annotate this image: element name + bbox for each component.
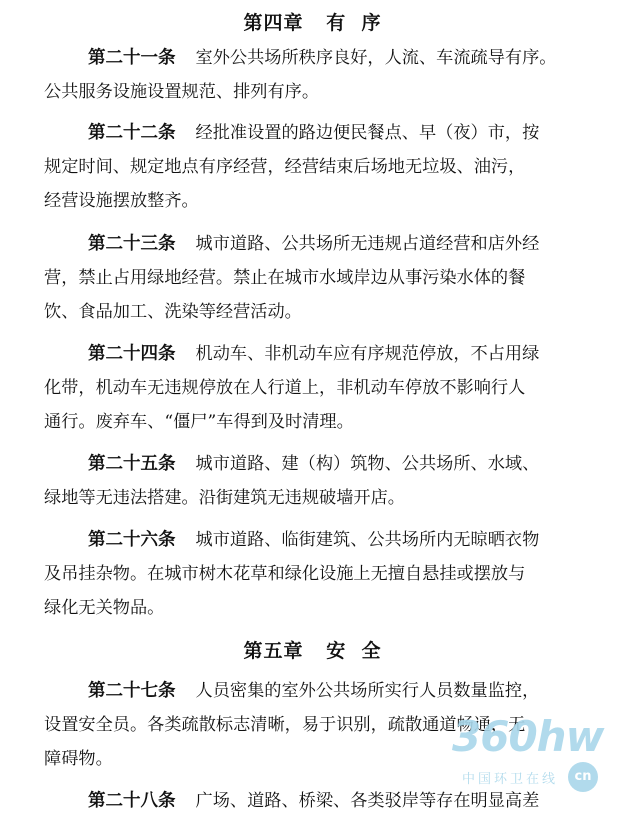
article-line: 规定时间、规定地点有序经营，经营结束后场地无垃圾、油污， bbox=[44, 157, 526, 177]
chapter-title: 第四章 有 序 bbox=[243, 12, 382, 34]
article-line: 化带，机动车无违规停放在人行道上，非机动车停放不影响行人 bbox=[44, 378, 526, 398]
article-text: 城市道路、公共场所无违规占道经营和店外经 bbox=[195, 234, 540, 254]
article-number: 第二十一条 bbox=[88, 48, 176, 68]
article-line bbox=[88, 676, 617, 706]
article-text: 人员密集的室外公共场所实行人员数量监控， bbox=[195, 681, 540, 701]
article-line: 绿化无关物品。 bbox=[44, 598, 165, 618]
article-line bbox=[88, 229, 617, 259]
article-text: 室外公共场所秩序良好，人流、车流疏导有序。 bbox=[195, 48, 557, 68]
article-text: 城市道路、建（构）筑物、公共场所、水域、 bbox=[195, 454, 540, 474]
article-number: 第二十五条 bbox=[88, 454, 176, 474]
article-line: 经营设施摆放整齐。 bbox=[44, 191, 199, 211]
article-line: 设置安全员。各类疏散标志清晰，易于识别，疏散通道畅通，无 bbox=[44, 715, 526, 735]
article-text: 广场、道路、桥梁、各类驳岸等存在明显高差 bbox=[195, 791, 540, 811]
article-number: 第二十二条 bbox=[88, 123, 176, 143]
watermark-brand: 360hw bbox=[452, 712, 604, 761]
article-line bbox=[88, 449, 617, 479]
article-line: 障碍物。 bbox=[44, 749, 113, 769]
article-text: 城市道路、临街建筑、公共场所内无晾晒衣物 bbox=[195, 530, 540, 550]
article-number: 第二十六条 bbox=[88, 530, 176, 550]
article-line bbox=[88, 118, 617, 148]
article-line: 公共服务设施设置规范、排列有序。 bbox=[44, 82, 320, 102]
article-number: 第二十四条 bbox=[88, 344, 176, 364]
article-line bbox=[88, 43, 617, 73]
article-line: 绿地等无违法搭建。沿街建筑无违规破墙开店。 bbox=[44, 488, 405, 508]
article-text: 经批准设置的路边便民餐点、早（夜）市，按 bbox=[195, 123, 540, 143]
chapter-title: 第五章 安 全 bbox=[243, 640, 382, 662]
article-number: 第二十八条 bbox=[88, 791, 176, 811]
article-number: 第二十七条 bbox=[88, 681, 176, 701]
article-text: 机动车、非机动车应有序规范停放，不占用绿 bbox=[195, 344, 540, 364]
article-line bbox=[88, 339, 617, 369]
article-line: 及吊挂杂物。在城市树木花草和绿化设施上无擅自悬挂或摆放与 bbox=[44, 564, 526, 584]
article-line: 营，禁止占用绿地经营。禁止在城市水域岸边从事污染水体的餐 bbox=[44, 268, 526, 288]
watermark-badge: cn bbox=[568, 762, 598, 792]
site-watermark bbox=[452, 712, 622, 808]
article-line: 饮、食品加工、洗染等经营活动。 bbox=[44, 302, 302, 322]
watermark-subtitle: 中国环卫在线 bbox=[462, 772, 559, 787]
article-number: 第二十三条 bbox=[88, 234, 176, 254]
article-line: 通行。废弃车、“僵尸”车得到及时清理。 bbox=[44, 412, 354, 432]
article-line bbox=[88, 525, 617, 555]
